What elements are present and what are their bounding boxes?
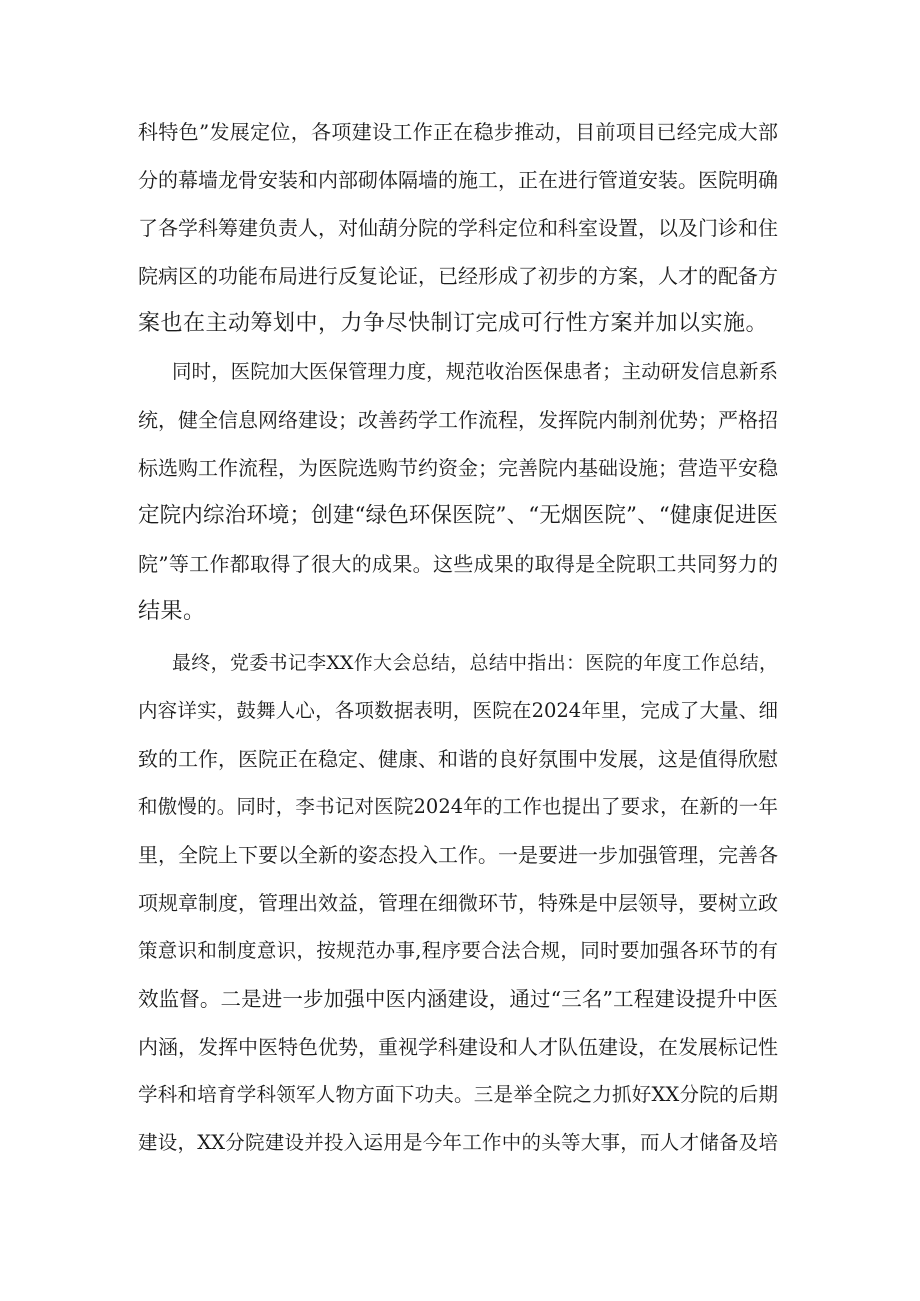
paragraph-3-line-9: 内涵，发挥中医特色优势，重视学科建设和人才队伍建设，在发展标记性 — [138, 1035, 778, 1059]
paragraph-2-line-2: 统，健全信息网络建设；改善药学工作流程，发挥院内制剂优势；严格招 — [138, 408, 778, 432]
paragraph-1-line-2: 分的幕墙龙骨安装和内部砌体隔墙的施工，正在进行管道安装。医院明确 — [138, 168, 778, 192]
paragraph-3-line-7: 策意识和制度意识，按规范办事,程序要合法合规，同时要加强各环节的有 — [138, 939, 778, 962]
paragraph-3-line-6: 项规章制度，管理出效益，管理在细微环节，特殊是中层领导，要树立政 — [138, 891, 778, 915]
paragraph-1-line-4: 院病区的功能布局进行反复论证，已经形成了初步的方案，人才的配备方 — [138, 264, 778, 288]
paragraph-3-line-4: 和傲慢的。同时，李书记对医院2024年的工作也提出了要求，在新的一年 — [138, 795, 778, 818]
paragraph-2-line-5: 院”等工作都取得了很大的成果。这些成果的取得是全院职工共同努力的 — [138, 552, 778, 576]
paragraph-3-line-10: 学科和培育学科领军人物方面下功夫。三是举全院之力抓好XX分院的后期 — [138, 1083, 778, 1106]
paragraph-2-line-4: 定院内综治环境；创建“绿色环保医院”、“无烟医院”、“健康促进医 — [138, 503, 778, 528]
paragraph-2-line-1: 同时，医院加大医保管理力度，规范收治医保患者；主动研发信息新系 — [172, 360, 778, 383]
paragraph-3-line-11: 建设，XX分院建设并投入运用是今年工作中的头等大事，而人才储备及培 — [138, 1131, 778, 1154]
paragraph-3-line-8: 效监督。二是进一步加强中医内涵建设，通过“三名”工程建设提升中医 — [138, 987, 778, 1011]
paragraph-3-line-5: 里，全院上下要以全新的姿态投入工作。一是要进一步加强管理，完善各 — [138, 843, 778, 867]
paragraph-1-line-1: 科特色”发展定位，各项建设工作正在稳步推动，目前项目已经完成大部 — [138, 120, 778, 144]
paragraph-3-line-2: 内容详实，鼓舞人心，各项数据表明，医院在2024年里，完成了大量、细 — [138, 699, 778, 722]
paragraph-2-line-6: 结果。 — [138, 599, 206, 624]
paragraph-2-line-3: 标选购工作流程，为医院选购节约资金；完善院内基础设施；营造平安稳 — [138, 456, 778, 480]
paragraph-3-line-3: 致的工作，医院正在稳定、健康、和谐的良好氛围中发展，这是值得欣慰 — [138, 747, 778, 771]
paragraph-1-line-3: 了各学科筹建负责人，对仙葫分院的学科定位和科室设置，以及门诊和住 — [138, 216, 778, 240]
paragraph-3-line-1: 最终，党委书记李XX作大会总结，总结中指出：医院的年度工作总结， — [172, 652, 778, 674]
paragraph-1-line-5: 案也在主动筹划中，力争尽快制订完成可行性方案并加以实施。 — [138, 311, 769, 336]
